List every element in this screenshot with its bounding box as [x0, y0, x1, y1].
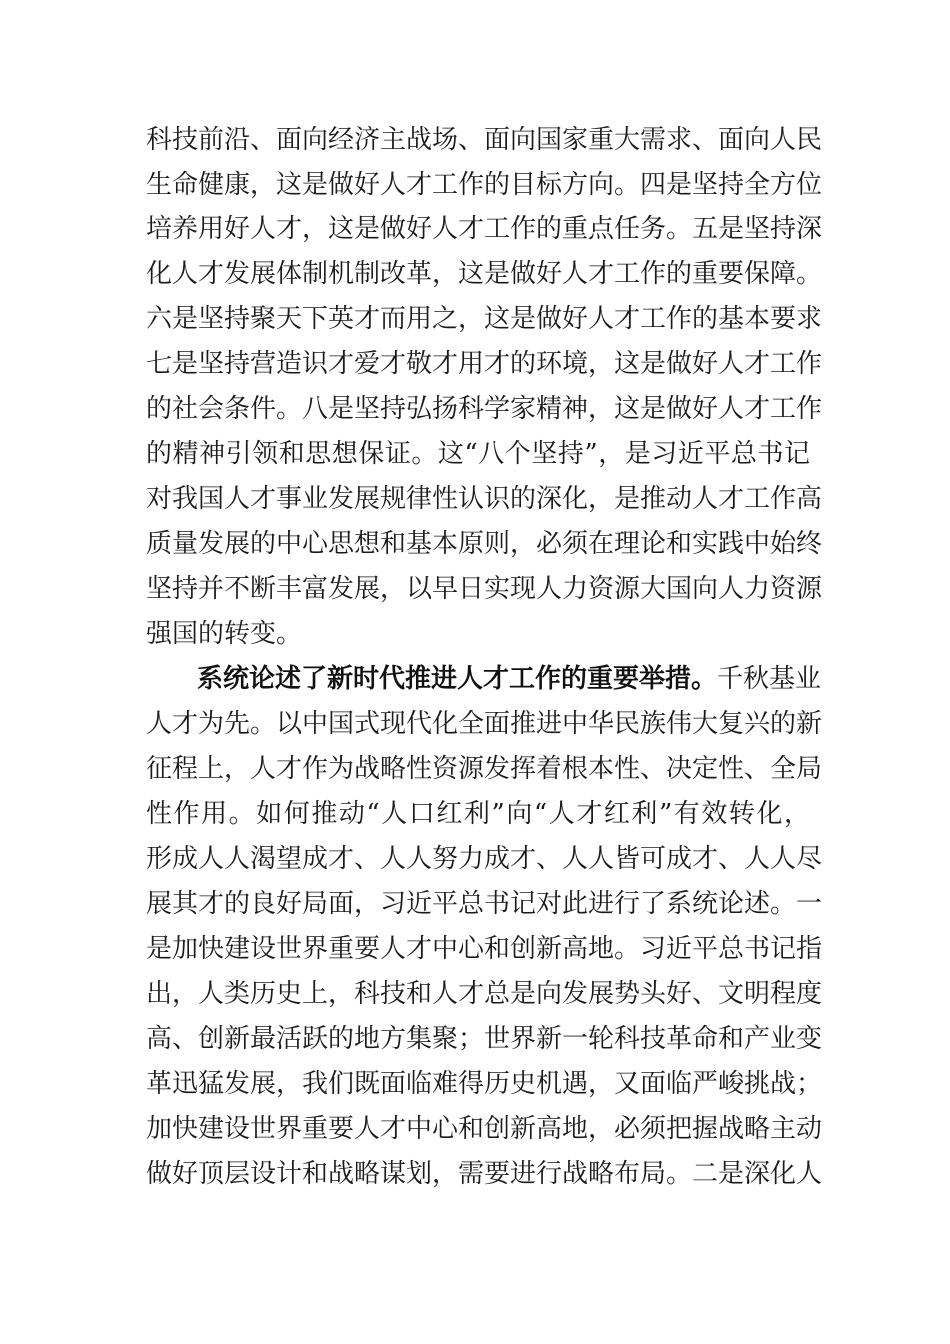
text-line: 七是坚持营造识才爱才敬才用才的环境，这是做好人才工作 — [146, 349, 823, 379]
text-line: 形成人人渴望成才、人人努力成才、人人皆可成才、人人尽 — [146, 844, 823, 874]
text-line: 性作用。如何推动“人口红利”向“人才红利”有效转化， — [146, 799, 810, 829]
text-line: 六是坚持聚天下英才而用之，这是做好人才工作的基本要求 — [146, 304, 823, 334]
text-line: 是加快建设世界重要人才中心和创新高地。习近平总书记指 — [146, 934, 823, 964]
text-line: 出，人类历史上，科技和人才总是向发展势头好、文明程度 — [146, 979, 823, 1009]
text-line: 质量发展的中心思想和基本原则，必须在理论和实践中始终 — [146, 529, 823, 559]
paragraph-first-line — [197, 659, 822, 699]
text-line: 强国的转变。 — [146, 619, 303, 649]
text-line: 展其才的良好局面，习近平总书记对此进行了系统论述。一 — [146, 889, 823, 919]
text-line: 的社会条件。八是坚持弘扬科学家精神，这是做好人才工作 — [146, 394, 823, 424]
text-line: 坚持并不断丰富发展，以早日实现人力资源大国向人力资源 — [146, 574, 823, 604]
text-line: 生命健康，这是做好人才工作的目标方向。四是坚持全方位 — [146, 170, 823, 200]
text-line: 做好顶层设计和战略谋划，需要进行战略布局。二是深化人 — [146, 1159, 823, 1189]
text-line: 加快建设世界重要人才中心和创新高地，必须把握战略主动 — [146, 1114, 823, 1144]
text-line: 培养用好人才，这是做好人才工作的重点任务。五是坚持深 — [146, 214, 823, 244]
paragraph-heading: 系统论述了新时代推进人才工作的重要举措。 — [197, 664, 718, 694]
paragraph-text: 千秋基业 — [717, 664, 822, 694]
text-line: 革迅猛发展，我们既面临难得历史机遇，又面临严峻挑战； — [146, 1069, 823, 1099]
text-line: 征程上，人才作为战略性资源发挥着根本性、决定性、全局 — [146, 754, 823, 784]
text-line: 人才为先。以中国式现代化全面推进中华民族伟大复兴的新 — [146, 709, 823, 739]
text-line: 科技前沿、面向经济主战场、面向国家重大需求、面向人民 — [146, 125, 823, 155]
text-line: 高、创新最活跃的地方集聚；世界新一轮科技革命和产业变 — [146, 1024, 823, 1054]
text-line: 对我国人才事业发展规律性认识的深化，是推动人才工作高 — [146, 484, 823, 514]
text-line: 的精神引领和思想保证。这“八个坚持”，是习近平总书记 — [146, 439, 810, 469]
text-line: 化人才发展体制机制改革，这是做好人才工作的重要保障。 — [146, 259, 823, 289]
